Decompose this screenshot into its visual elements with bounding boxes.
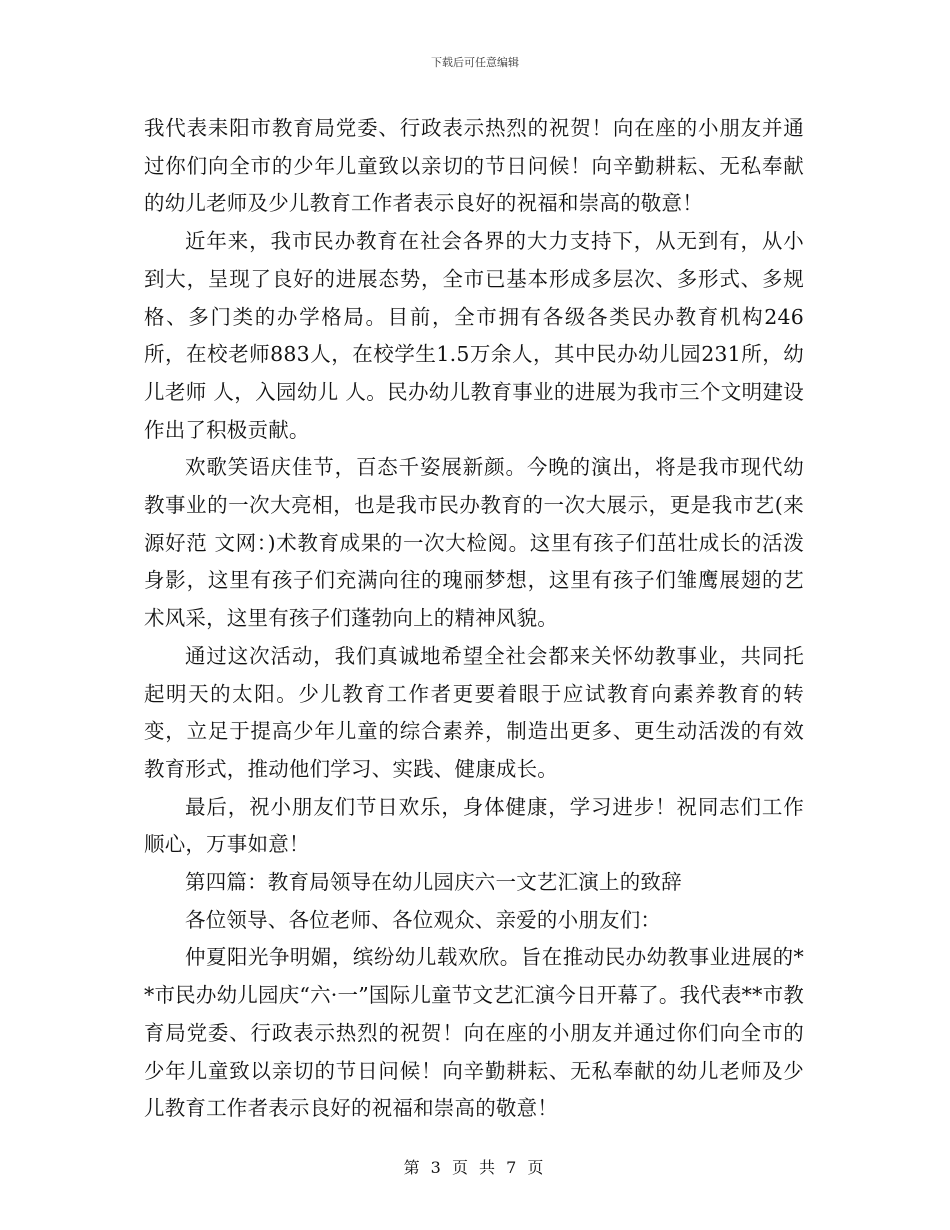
salutation: 各位领导、各位老师、各位观众、亲爱的小朋友们： (185, 907, 662, 932)
paragraph: 最后，祝小朋友们节日欢乐，身体健康，学习进步！祝同志们工作顺心，万事如意！ (144, 794, 804, 857)
document-body (144, 110, 804, 1128)
page-header: 下载后可任意编辑 (431, 56, 519, 69)
page-number: 第 3 页 共 7 页 (403, 1158, 547, 1177)
paragraph: 仲夏阳光争明媚，缤纷幼儿载欢欣。旨在推动民办幼教事业进展的**市民办幼儿园庆“六·一”国际儿童节文艺汇演今日开幕了。我代表**市教育局党委、行政表示热烈的祝贺！向在座的小朋友并通过你们向全市的少年儿童致以亲切的节日问候！向辛勤耕耘、无私奉献的幼儿老师及少儿教育工作者表示良好的祝福和崇高的敬意！ (144, 945, 804, 1121)
paragraph: 我代表耒阳市教育局党委、行政表示热烈的祝贺！向在座的小朋友并通过你们向全市的少年儿童致以亲切的节日问候！向辛勤耕耘、无私奉献的幼儿老师及少儿教育工作者表示良好的祝福和崇高的敬意！ (144, 116, 804, 216)
paragraph: 近年来，我市民办教育在社会各界的大力支持下，从无到有，从小到大，呈现了良好的进展态势，全市已基本形成多层次、多形式、多规格、多门类的办学格局。目前，全市拥有各级各类民办教育机构246所，在校老师883人，在校学生1.5万余人，其中民办幼儿园231所，幼儿老师 人，入园幼儿 人。民办幼儿教育事业的进展为我市三个文明建设作出了积极贡献。 (144, 229, 804, 442)
section-heading: 第四篇：教育局领导在幼儿园庆六一文艺汇演上的致辞 (185, 870, 682, 895)
paragraph: 通过这次活动，我们真诚地希望全社会都来关怀幼教事业，共同托起明天的太阳。少儿教育工作者更要着眼于应试教育向素养教育的转变，立足于提高少年儿童的综合素养，制造出更多、更生动活泼的有效教育形式，推动他们学习、实践、健康成长。 (144, 643, 804, 781)
paragraph: 欢歌笑语庆佳节，百态千姿展新颜。今晚的演出，将是我市现代幼教事业的一次大亮相，也是我市民办教育的一次大展示，更是我市艺(来源好范 文网：)术教育成果的一次大检阅。这里有孩子们茁壮成长的活泼身影，这里有孩子们充满向往的瑰丽梦想，这里有孩子们雏鹰展翅的艺术风采，这里有孩子们蓬勃向上的精神风貌。 (144, 455, 804, 631)
